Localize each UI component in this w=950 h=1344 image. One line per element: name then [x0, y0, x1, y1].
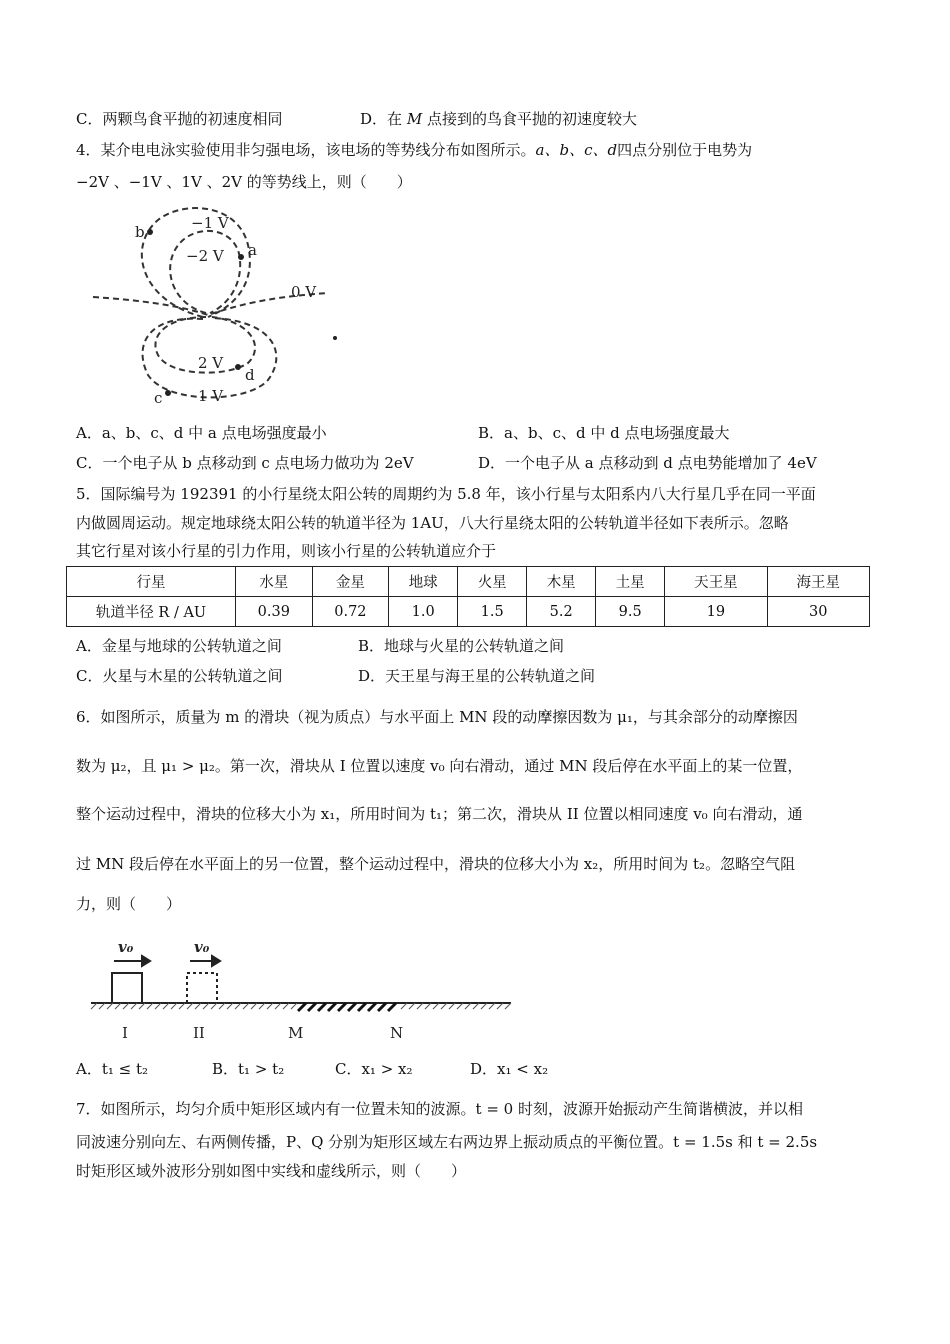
q4-stem-post: 四点分别位于电势为: [617, 141, 753, 159]
label-v0-first: v₀: [118, 938, 134, 956]
table-cell: 0.72: [312, 597, 389, 627]
q4-stem-pre: 4．某介电电泳实验使用非匀强电场，该电场的等势线分布如图所示。: [76, 141, 536, 159]
q3-option-d: [360, 108, 637, 130]
label-point-d: d: [245, 366, 255, 384]
dot-a: [238, 254, 244, 260]
table-header-cell: 海王星: [767, 567, 869, 597]
q6-stem-line1: 6．如图所示，质量为 m 的滑块（视为质点）与水平面上 MN 段的动摩擦因数为 μ₁，与其余部分的动摩擦因: [76, 708, 798, 726]
table-cell: 19: [665, 597, 767, 627]
dot-d: [235, 364, 241, 370]
q6-option-c: C．x₁ > x₂: [335, 1060, 413, 1078]
label-point-c: c: [154, 389, 163, 407]
table-header-cell: 天王星: [665, 567, 767, 597]
q6-slider-figure: [86, 935, 526, 1050]
q5-option-b: B．地球与火星的公转轨道之间: [358, 637, 565, 655]
table-cell: 5.2: [527, 597, 596, 627]
table-header-cell: 土星: [596, 567, 665, 597]
q3-option-d-var: M: [406, 110, 423, 128]
label-point-m: M: [288, 1024, 304, 1042]
q5-option-c: C．火星与木星的公转轨道之间: [76, 667, 283, 685]
table-cell: 30: [767, 597, 869, 627]
block-position-i: [112, 973, 142, 1003]
q4-option-c: C．一个电子从 b 点移动到 c 点电场力做功为 2eV: [76, 454, 414, 472]
q6-stem-line2: 数为 μ₂，且 μ₁ > μ₂。第一次，滑块从 I 位置以速度 v₀ 向右滑动，通过 MN 段后停在水平面上的某一位置，: [76, 757, 803, 775]
label-position-ii: II: [193, 1024, 205, 1042]
label-v0-second: v₀: [194, 938, 210, 956]
label-position-i: I: [122, 1024, 128, 1042]
q4-stem-vars: a、b、c、d: [535, 141, 618, 159]
q4-stem-line1: [76, 139, 752, 161]
q4-option-b: B．a、b、c、d 中 d 点电场强度最大: [478, 424, 730, 442]
q6-option-a: A．t₁ ≤ t₂: [76, 1060, 149, 1078]
table-header-cell: 木星: [527, 567, 596, 597]
table-row: [67, 597, 870, 627]
q6-stem-line4: 过 MN 段后停在水平面上的另一位置，整个运动过程中，滑块的位移大小为 x₂，所用时间为 t₂。忽略空气阻: [76, 855, 796, 873]
q6-option-b: B．t₁ > t₂: [212, 1060, 285, 1078]
q5-stem-line2: 内做圆周运动。规定地球绕太阳公转的轨道半径为 1AU，八大行星绕太阳的公转轨道半径如下表所示。忽略: [76, 514, 789, 532]
q6-stem-line5: 力，则（ ）: [76, 895, 182, 913]
q7-stem-line2: 同波速分别向左、右两侧传播，P、Q 分别为矩形区域左右两边界上振动质点的平衡位置。t = 1.5s 和 t = 2.5s: [76, 1133, 818, 1151]
planet-orbit-table: [66, 566, 870, 627]
q5-option-d: D．天王星与海王星的公转轨道之间: [358, 667, 596, 685]
table-header-row: [67, 567, 870, 597]
block-position-ii: [187, 973, 217, 1003]
stray-dot: [333, 336, 337, 340]
label-minus1v: −1 V: [191, 214, 229, 232]
q5-stem-line3: 其它行星对该小行星的引力作用，则该小行星的公转轨道应介于: [76, 542, 497, 560]
q6-option-d: D．x₁ < x₂: [470, 1060, 549, 1078]
q4-equipotential-figure: [88, 205, 358, 410]
q4-stem-line2: −2V 、−1V 、1V 、2V 的等势线上，则（ ）: [76, 173, 412, 191]
q3-option-d-suffix: 点接到的鸟食平抛的初速度较大: [426, 110, 637, 128]
label-minus2v: −2 V: [186, 247, 224, 265]
table-header-cell: 金星: [312, 567, 389, 597]
table-header-cell: 地球: [389, 567, 458, 597]
q4-option-d: D．一个电子从 a 点移动到 d 点电势能增加了 4eV: [478, 454, 817, 472]
q5-stem-line1: 5．国际编号为 192391 的小行星绕太阳公转的周期约为 5.8 年，该小行星与太阳系内八大行星几乎在同一平面: [76, 485, 816, 503]
table-row-label: 轨道半径 R / AU: [67, 597, 236, 627]
dot-c: [165, 390, 171, 396]
table-header-cell: 火星: [458, 567, 527, 597]
q6-stem-line3: 整个运动过程中，滑块的位移大小为 x₁，所用时间为 t₁；第二次，滑块从 II 位置以相同速度 v₀ 向右滑动，通: [76, 805, 803, 823]
q3-option-c: C．两颗鸟食平抛的初速度相同: [76, 110, 283, 128]
mn-segment-hatching: [298, 1003, 396, 1011]
table-cell: 1.0: [389, 597, 458, 627]
table-cell: 0.39: [236, 597, 313, 627]
label-point-a: a: [248, 241, 257, 259]
equipotential-minus2: [170, 231, 240, 313]
table-cell: 9.5: [596, 597, 665, 627]
table-header-cell: 行星: [67, 567, 236, 597]
q4-option-a: A．a、b、c、d 中 a 点电场强度最小: [76, 424, 327, 442]
q5-option-a: A．金星与地球的公转轨道之间: [76, 637, 282, 655]
q7-stem-line1: 7．如图所示，均匀介质中矩形区域内有一位置未知的波源。t = 0 时刻，波源开始振动产生简谐横波，并以相: [76, 1100, 803, 1118]
label-zero-v: 0 V: [291, 283, 317, 301]
q3-option-d-prefix: D．在: [360, 110, 403, 128]
label-point-n: N: [390, 1024, 404, 1042]
label-plus2v: 2 V: [198, 354, 224, 372]
table-cell: 1.5: [458, 597, 527, 627]
table-header-cell: 水星: [236, 567, 313, 597]
label-point-b: b: [135, 223, 145, 241]
dot-b: [147, 229, 153, 235]
label-plus1v: 1 V: [198, 387, 224, 405]
q7-stem-line3: 时矩形区域外波形分别如图中实线和虚线所示，则（ ）: [76, 1162, 467, 1180]
